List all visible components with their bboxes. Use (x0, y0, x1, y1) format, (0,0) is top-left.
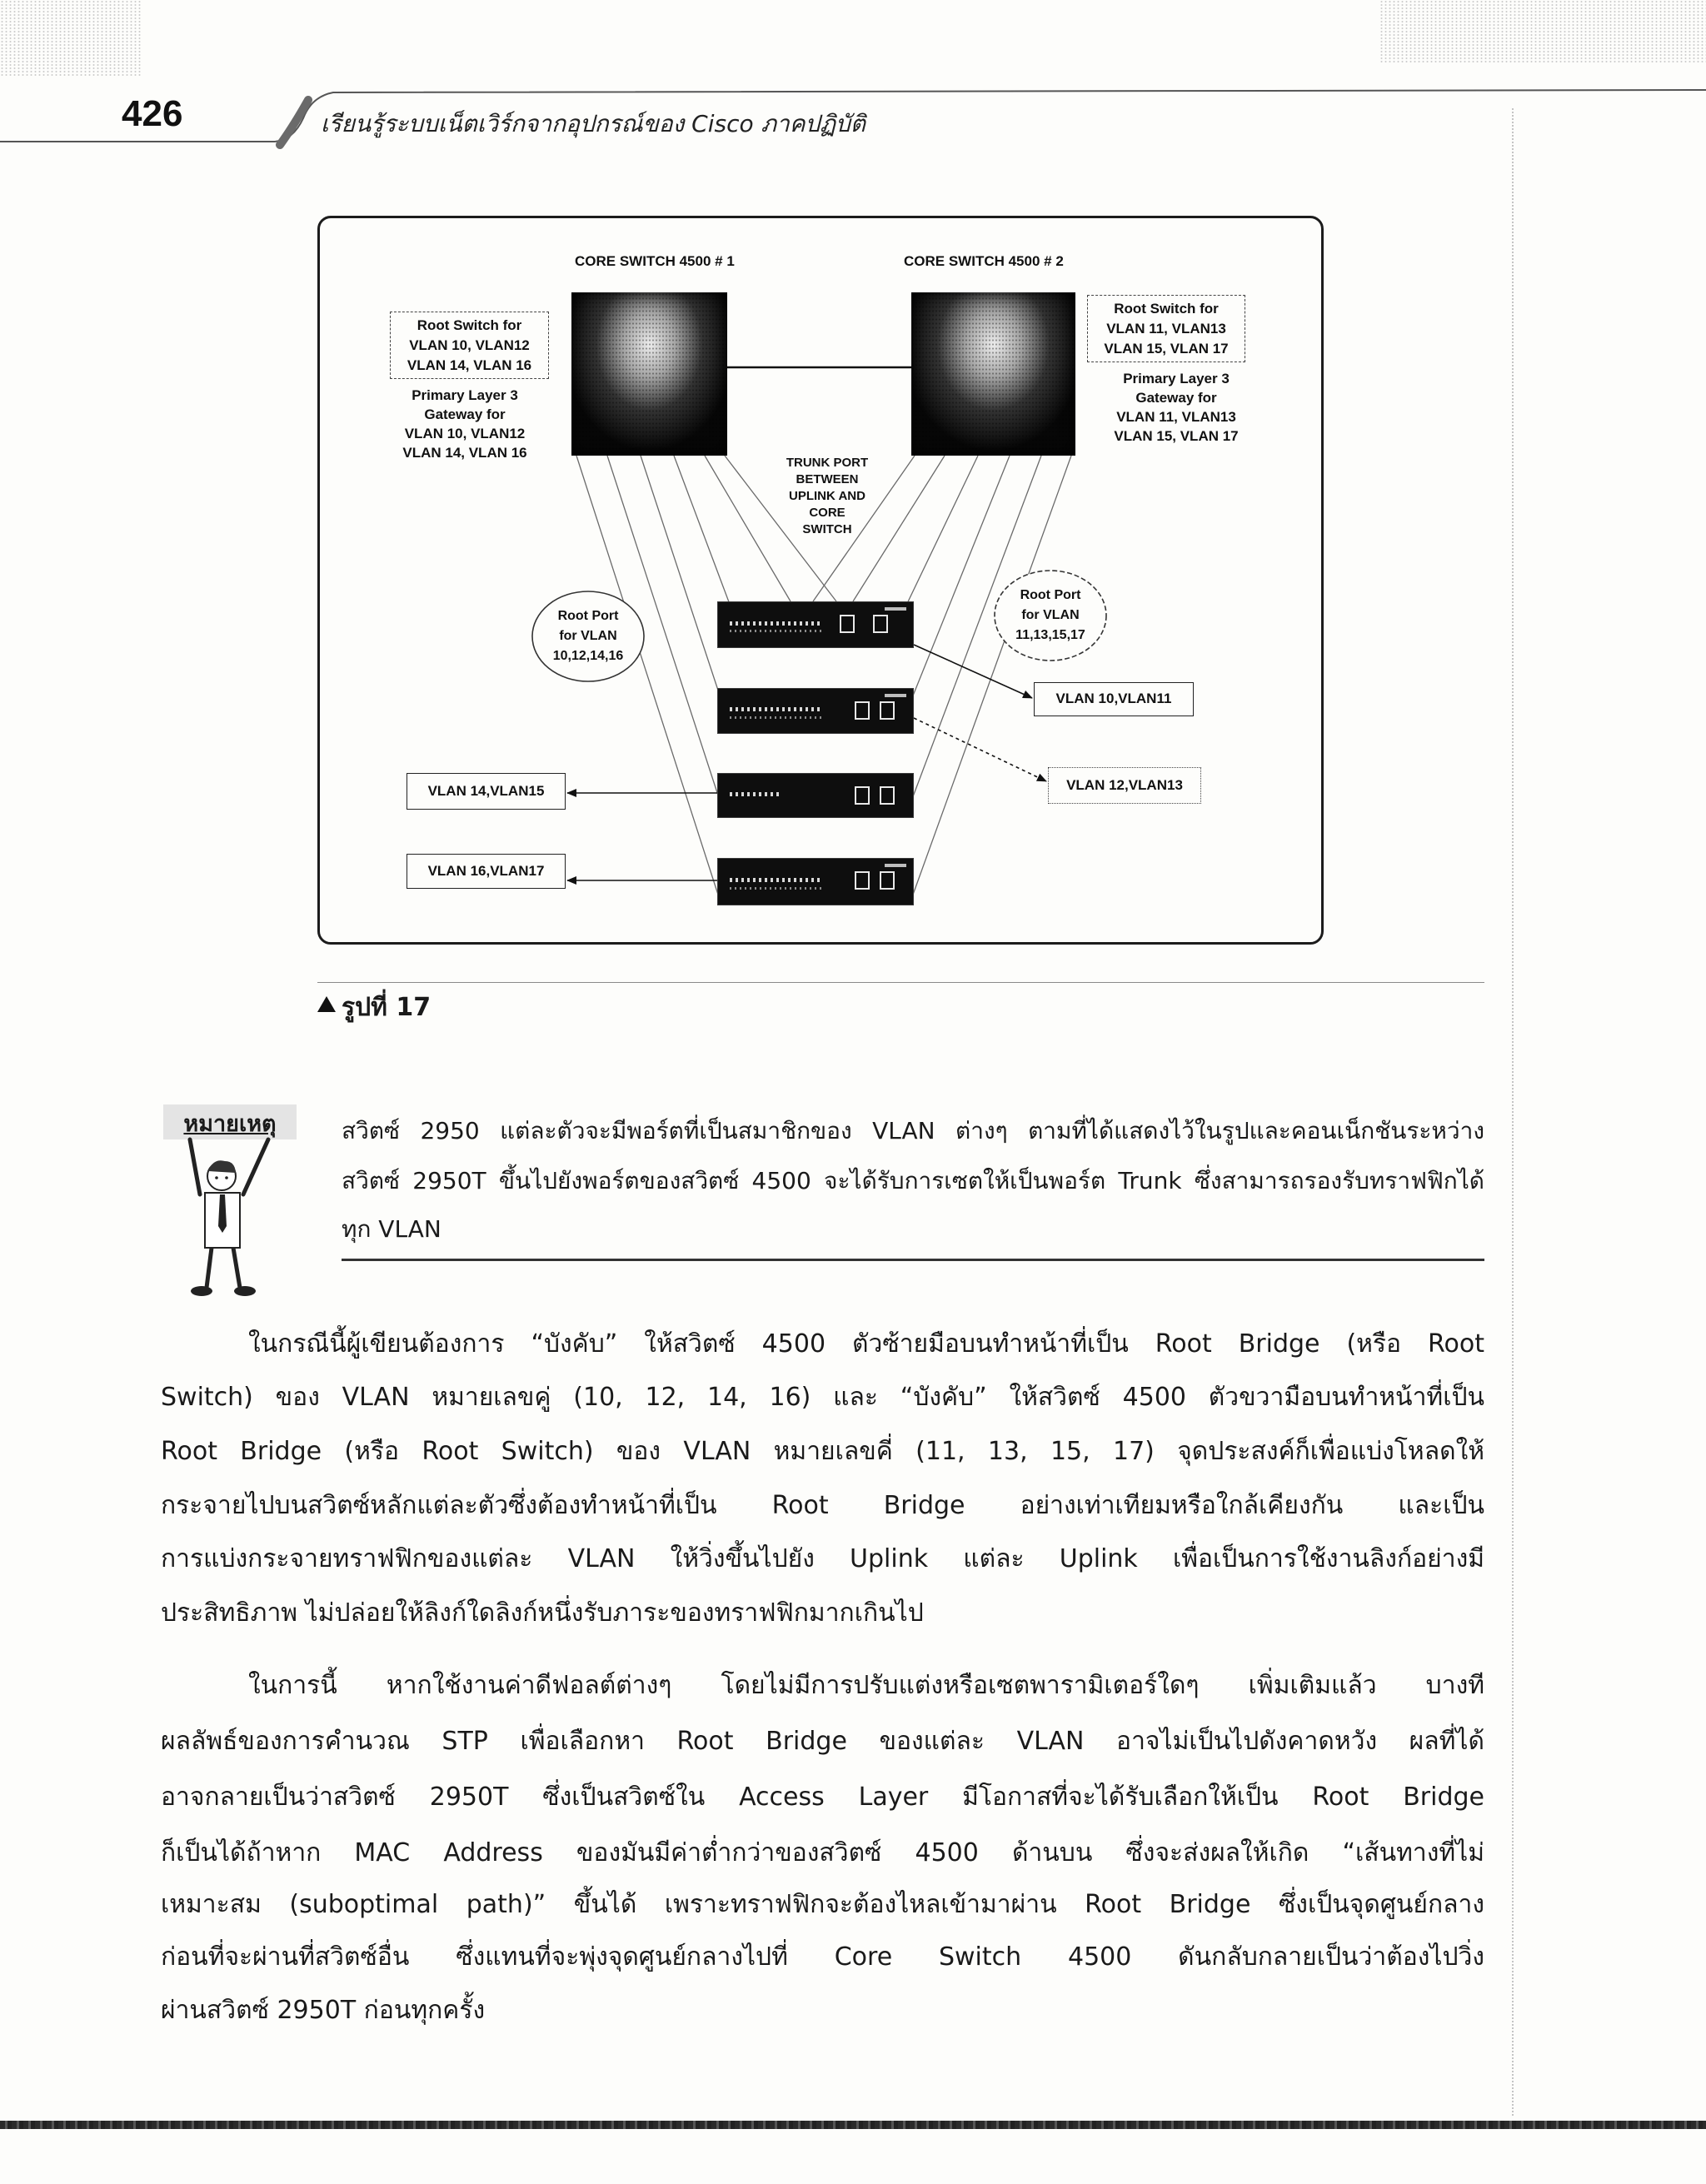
arrow-to-vlan12 (914, 718, 1046, 781)
root-port-right-line: Root Port (1020, 588, 1081, 602)
left-gateway-line: VLAN 10, VLAN12 (404, 426, 526, 441)
trunk-label-line: BETWEEN (796, 472, 859, 486)
left-gateway-text (382, 386, 548, 462)
left-root-switch-line: VLAN 10, VLAN12 (409, 337, 530, 353)
port-row (730, 716, 823, 719)
body-text-line: เหมาะสม (suboptimal path)” ขึ้นได้ เพราะทราฟฟิกจะต้องไหลเข้ามาผ่าน Root Bridge ซึ่งเป็นจุดศูนย์กลาง (161, 1890, 1484, 1919)
trunk-label-line: CORE (809, 506, 846, 520)
trunk-port-label (769, 455, 885, 538)
root-port-right-line: 11,13,15,17 (1015, 628, 1085, 642)
access-switch-1 (717, 601, 914, 648)
arrow-to-vlan10 (914, 645, 1032, 698)
uplink-module (855, 701, 870, 720)
body-text-line: อาจกลายเป็นว่าสวิตซ์ 2950T ซึ่งเป็นสวิตซ์ใน Access Layer มีโอกาสที่จะได้รับเลือกให้เป็น Root Bridge (161, 1783, 1484, 1812)
note-label: หมายเหตุ (183, 1111, 277, 1137)
left-root-switch-line: VLAN 14, VLAN 16 (407, 357, 532, 373)
trunk-label-line: TRUNK PORT (786, 456, 869, 470)
uplink-module (880, 701, 895, 720)
root-port-right-line: for VLAN (1021, 608, 1080, 622)
core-switch-1-label: CORE SWITCH 4500 # 1 (575, 253, 735, 269)
uplink-line (641, 456, 728, 721)
vlan-10-11-label: VLAN 10,VLAN11 (1034, 682, 1194, 716)
body-text-line: ผลลัพธ์ของการคำนวณ STP เพื่อเลือกหา Root Bridge ของแต่ละ VLAN อาจไม่เป็นไปดังคาดหวัง ผลที่ได้ (161, 1727, 1484, 1756)
trunk-label-line: UPLINK AND (789, 489, 865, 503)
status-led (885, 864, 906, 867)
status-led (885, 694, 906, 697)
access-switch-4 (717, 858, 914, 905)
page-number: 426 (122, 93, 183, 134)
body-text-line: ในกรณีนี้ผู้เขียนต้องการ “บังคับ” ให้สวิตซ์ 4500 ตัวซ้ายมือบนทำหน้าที่เป็น Root Bridge (หรือ Root (248, 1329, 1484, 1359)
status-led (885, 607, 906, 611)
access-switch-2 (717, 688, 914, 734)
vlan-14-15-label: VLAN 14,VLAN15 (407, 773, 566, 810)
caption-rule (317, 982, 1484, 983)
left-gateway-line: Gateway for (424, 406, 506, 422)
port-row (730, 878, 823, 882)
access-switch-3 (717, 773, 914, 818)
body-text-line: Root Bridge (หรือ Root Switch) ของ VLAN หมายเลขคี่ (11, 13, 15, 17) จุดประสงค์ก็เพื่อแบ่งโหลดให้ (161, 1437, 1484, 1466)
trunk-label-line: SWITCH (802, 522, 852, 536)
uplink-module (855, 871, 870, 890)
root-port-right-label (995, 586, 1106, 646)
body-text-line: Switch) ของ VLAN หมายเลขคู่ (10, 12, 14, 16) และ “บังคับ” ให้สวิตซ์ 4500 ตัวขวามือบนทำหน้าที่เป็น (161, 1383, 1484, 1412)
right-gateway-line: VLAN 15, VLAN 17 (1114, 428, 1239, 444)
body-text-line: ในการนี้ หากใช้งานค่าดีฟอลต์ต่างๆ โดยไม่มีการปรับแต่งหรือเซตพารามิเตอร์ใดๆ เพิ่มเติมแล้ว บางที (248, 1671, 1484, 1700)
port-row (730, 887, 823, 890)
core-switch-2 (911, 292, 1075, 456)
port-row (730, 621, 823, 626)
right-gateway-line: VLAN 11, VLAN13 (1116, 409, 1236, 425)
body-text-line: กระจายไปบนสวิตซ์หลักแต่ละตัวซึ่งต้องทำหน้าที่เป็น Root Bridge อย่างเท่าเทียมหรือใกล้เคียงกัน และเป็น (161, 1491, 1484, 1520)
core-switch-1 (571, 292, 727, 456)
figure-caption: รูปที่ 17 (342, 993, 431, 1022)
note-rule (342, 1259, 1484, 1261)
port-row (730, 792, 780, 796)
running-title: เรียนรู้ระบบเน็ตเวิร์กจากอุปกรณ์ของ Cisco ภาคปฏิบัติ (321, 110, 865, 137)
right-gateway-line: Gateway for (1135, 390, 1217, 406)
body-text-line: ก่อนที่จะผ่านที่สวิตซ์อื่น ซึ่งแทนที่จะพุ่งจุดศูนย์กลางไปที่ Core Switch 4500 ดันกลับกลายเป็นว่าต้องไปวิ่ง (161, 1942, 1484, 1972)
network-diagram (317, 216, 1324, 945)
root-port-left-label (532, 606, 644, 666)
uplink-line (913, 456, 1071, 895)
right-root-switch-line: VLAN 15, VLAN 17 (1104, 341, 1229, 357)
root-port-left-line: 10,12,14,16 (552, 649, 624, 663)
left-gateway-line: Primary Layer 3 (412, 387, 518, 403)
root-port-left-line: Root Port (557, 609, 619, 623)
left-gateway-line: VLAN 14, VLAN 16 (402, 445, 527, 461)
body-text-line: ก็เป็นได้ถ้าหาก MAC Address ของมันมีค่าต่ำกว่าของสวิตซ์ 4500 ด้านบน ซึ่งจะส่งผลให้เกิด “เส้นทางที่ไม่ (161, 1838, 1484, 1867)
port-row (730, 707, 823, 711)
uplink-module (855, 786, 870, 805)
uplink-module (880, 786, 895, 805)
vlan-16-17-label: VLAN 16,VLAN17 (407, 854, 566, 889)
margin-rule (1512, 108, 1514, 2116)
right-gateway-line: Primary Layer 3 (1123, 371, 1230, 386)
right-root-switch-line: VLAN 11, VLAN13 (1106, 321, 1226, 337)
root-port-left-line: for VLAN (559, 629, 617, 643)
port-row (730, 630, 823, 632)
note-text-line: สวิตซ์ 2950T ขึ้นไปยังพอร์ตของสวิตซ์ 4500 จะได้รับการเซตให้เป็นพอร์ต Trunk ซึ่งสามารถรองรับทราฟฟิกได้ (342, 1167, 1484, 1194)
body-text-line: การแบ่งกระจายทราฟฟิกของแต่ละ VLAN ให้วิ่งขึ้นไปยัง Uplink แต่ละ Uplink เพื่อเป็นการใช้งานลิงก์อย่างมี (161, 1544, 1484, 1573)
body-text-line: ผ่านสวิตซ์ 2950T ก่อนทุกครั้ง (161, 1996, 486, 2025)
note-text-line: ทุก VLAN (342, 1215, 441, 1243)
page-bottom-rule (0, 2121, 1706, 2129)
right-root-switch-line: Root Switch for (1114, 301, 1219, 317)
uplink-module (880, 871, 895, 890)
uplink-module (873, 615, 888, 633)
right-gateway-text (1093, 369, 1260, 446)
right-root-switch-box (1087, 295, 1245, 362)
body-text-line: ประสิทธิภาพ ไม่ปล่อยให้ลิงก์ใดลิงก์หนึ่งรับภาระของทราฟฟิกมากเกินไป (161, 1598, 924, 1628)
vlan-12-13-label: VLAN 12,VLAN13 (1048, 767, 1201, 804)
uplink-module (840, 615, 855, 633)
triangle-marker-icon (317, 996, 336, 1012)
core-switch-2-label: CORE SWITCH 4500 # 2 (904, 253, 1064, 269)
left-root-switch-box (390, 312, 549, 379)
left-root-switch-line: Root Switch for (417, 317, 522, 333)
note-text-line: สวิตซ์ 2950 แต่ละตัวจะมีพอร์ตที่เป็นสมาชิกของ VLAN ต่างๆ ตามที่ได้แสดงไว้ในรูปและคอนเน็กชันระหว่าง (342, 1117, 1484, 1144)
